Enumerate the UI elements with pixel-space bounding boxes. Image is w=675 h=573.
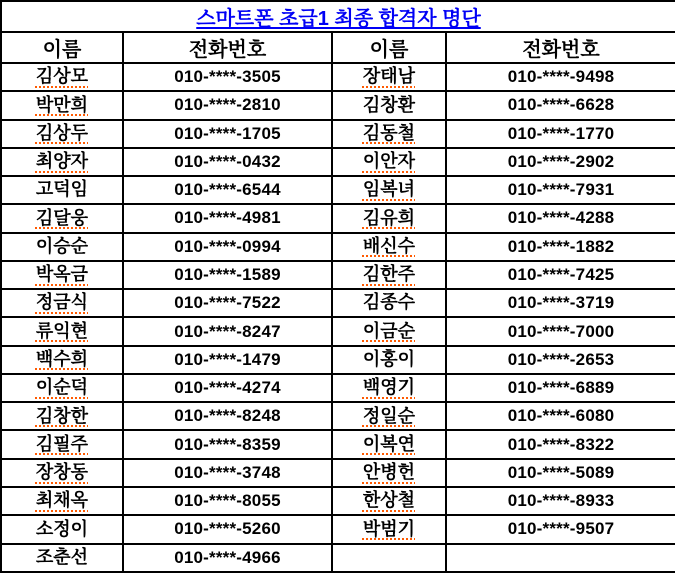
person-name: 한상철 bbox=[362, 490, 416, 511]
phone-cell-right bbox=[446, 374, 675, 402]
column-header-phone-left: 전화번호 bbox=[123, 32, 332, 63]
name-cell-left bbox=[1, 289, 123, 317]
phone-cell-right bbox=[446, 459, 675, 487]
name-cell-right bbox=[332, 120, 446, 148]
phone-cell-left bbox=[123, 91, 332, 119]
name-cell-left bbox=[1, 430, 123, 458]
name-cell-left bbox=[1, 402, 123, 430]
phone-number: 010-****-6544 bbox=[174, 180, 281, 200]
person-name: 장창동 bbox=[35, 462, 89, 483]
phone-number: 010-****-1589 bbox=[174, 264, 281, 284]
table-row bbox=[1, 120, 675, 148]
phone-cell-right bbox=[446, 233, 675, 261]
person-name: 이승순 bbox=[35, 235, 89, 256]
table-row bbox=[1, 91, 675, 119]
phone-number: 010-****-9498 bbox=[507, 67, 615, 87]
name-cell-left bbox=[1, 204, 123, 232]
phone-number: 010-****-7522 bbox=[174, 293, 281, 313]
name-cell-right bbox=[332, 346, 446, 374]
name-cell-right bbox=[332, 430, 446, 458]
table-row bbox=[1, 317, 675, 345]
person-name: 김상두 bbox=[35, 122, 89, 143]
person-name: 배신수 bbox=[362, 235, 416, 256]
person-name: 김종수 bbox=[362, 292, 416, 313]
person-name: 김필주 bbox=[35, 433, 89, 454]
phone-number: 010-****-6080 bbox=[507, 406, 615, 426]
name-cell-right bbox=[332, 148, 446, 176]
phone-cell-left bbox=[123, 63, 332, 91]
person-name: 이금순 bbox=[362, 320, 416, 341]
table-row bbox=[1, 459, 675, 487]
phone-number: 010-****-8933 bbox=[507, 491, 615, 511]
phone-number: 010-****-2902 bbox=[507, 151, 615, 171]
phone-cell-right bbox=[446, 487, 675, 515]
phone-cell-left bbox=[123, 515, 332, 543]
phone-number: 010-****-2653 bbox=[507, 349, 615, 369]
person-name: 장태남 bbox=[362, 66, 416, 87]
phone-number: 010-****-8248 bbox=[174, 406, 281, 426]
name-cell-left bbox=[1, 544, 123, 572]
person-name: 김창환 bbox=[362, 94, 416, 115]
person-name: 고덕임 bbox=[35, 179, 89, 200]
phone-cell-left bbox=[123, 430, 332, 458]
phone-number: 010-****-4966 bbox=[174, 547, 281, 567]
phone-number: 010-****-0432 bbox=[174, 151, 281, 171]
phone-cell-right bbox=[446, 544, 675, 572]
phone-cell-right bbox=[446, 63, 675, 91]
name-cell-left bbox=[1, 120, 123, 148]
phone-number: 010-****-4274 bbox=[174, 378, 281, 398]
person-name: 임복녀 bbox=[362, 179, 416, 200]
phone-cell-left bbox=[123, 487, 332, 515]
person-name: 박옥금 bbox=[35, 264, 89, 285]
phone-number: 010-****-1479 bbox=[174, 349, 281, 369]
name-cell-right bbox=[332, 515, 446, 543]
phone-number: 010-****-3719 bbox=[507, 293, 615, 313]
person-name: 정금식 bbox=[35, 292, 89, 313]
person-name: 조춘선 bbox=[35, 546, 89, 567]
name-cell-left bbox=[1, 346, 123, 374]
person-name: 이복연 bbox=[362, 433, 416, 454]
phone-cell-left bbox=[123, 233, 332, 261]
phone-number: 010-****-8247 bbox=[174, 321, 281, 341]
person-name: 최양자 bbox=[35, 151, 89, 172]
name-cell-left bbox=[1, 261, 123, 289]
name-cell-right bbox=[332, 261, 446, 289]
table-row bbox=[1, 261, 675, 289]
phone-number: 010-****-1882 bbox=[507, 236, 615, 256]
name-cell-left bbox=[1, 176, 123, 204]
phone-number: 010-****-7425 bbox=[507, 264, 615, 284]
person-name: 박만희 bbox=[35, 94, 89, 115]
table-row bbox=[1, 176, 675, 204]
person-name: 정일순 bbox=[362, 405, 416, 426]
name-cell-left bbox=[1, 233, 123, 261]
person-name: 김달웅 bbox=[35, 207, 89, 228]
name-cell-left bbox=[1, 91, 123, 119]
name-cell-right bbox=[332, 91, 446, 119]
column-header-name-right: 이름 bbox=[332, 32, 446, 63]
phone-cell-right bbox=[446, 317, 675, 345]
name-cell-left bbox=[1, 63, 123, 91]
table-row bbox=[1, 402, 675, 430]
name-cell-right bbox=[332, 176, 446, 204]
person-name: 최채옥 bbox=[35, 490, 89, 511]
phone-cell-left bbox=[123, 374, 332, 402]
person-name: 백수희 bbox=[35, 348, 89, 369]
person-name: 김창한 bbox=[35, 405, 89, 426]
phone-number: 010-****-4288 bbox=[507, 208, 615, 228]
name-cell-right bbox=[332, 204, 446, 232]
phone-cell-left bbox=[123, 176, 332, 204]
phone-number: 010-****-2810 bbox=[174, 95, 281, 115]
name-cell-right bbox=[332, 402, 446, 430]
phone-cell-left bbox=[123, 402, 332, 430]
name-cell-right bbox=[332, 317, 446, 345]
table-row bbox=[1, 487, 675, 515]
person-name: 안병헌 bbox=[362, 462, 416, 483]
name-cell-right bbox=[332, 487, 446, 515]
phone-number: 010-****-6889 bbox=[507, 378, 615, 398]
table-row bbox=[1, 289, 675, 317]
phone-cell-right bbox=[446, 346, 675, 374]
person-name: 이순덕 bbox=[35, 377, 89, 398]
phone-number: 010-****-1705 bbox=[174, 123, 281, 143]
phone-cell-left bbox=[123, 459, 332, 487]
name-cell-right bbox=[332, 233, 446, 261]
phone-cell-right bbox=[446, 148, 675, 176]
table-row bbox=[1, 515, 675, 543]
table-row bbox=[1, 374, 675, 402]
name-cell-right bbox=[332, 374, 446, 402]
phone-number: 010-****-3748 bbox=[174, 462, 281, 482]
person-name: 이홍이 bbox=[362, 348, 416, 369]
table-row bbox=[1, 233, 675, 261]
name-cell-right bbox=[332, 544, 446, 572]
phone-number: 010-****-6628 bbox=[507, 95, 615, 115]
phone-cell-right bbox=[446, 402, 675, 430]
table-row bbox=[1, 148, 675, 176]
phone-number: 010-****-8322 bbox=[507, 434, 615, 454]
phone-cell-left bbox=[123, 289, 332, 317]
table-title: 스마트폰 초급1 최종 합격자 명단 bbox=[1, 1, 675, 32]
name-cell-left bbox=[1, 317, 123, 345]
phone-cell-right bbox=[446, 515, 675, 543]
phone-number: 010-****-3505 bbox=[174, 67, 281, 87]
person-name: 김한주 bbox=[362, 264, 416, 285]
table-title-row bbox=[1, 1, 675, 32]
person-name: 김상모 bbox=[35, 66, 89, 87]
phone-number: 010-****-7000 bbox=[507, 321, 615, 341]
table-row bbox=[1, 430, 675, 458]
phone-number: 010-****-1770 bbox=[507, 123, 615, 143]
phone-cell-right bbox=[446, 120, 675, 148]
name-cell-right bbox=[332, 289, 446, 317]
phone-number: 010-****-7931 bbox=[507, 180, 615, 200]
phone-number: 010-****-9507 bbox=[507, 519, 615, 539]
column-header-phone-right: 전화번호 bbox=[446, 32, 675, 63]
phone-cell-right bbox=[446, 176, 675, 204]
table-row bbox=[1, 544, 675, 572]
name-cell-left bbox=[1, 148, 123, 176]
phone-number: 010-****-8359 bbox=[174, 434, 281, 454]
phone-number: 010-****-4981 bbox=[174, 208, 281, 228]
phone-cell-right bbox=[446, 204, 675, 232]
name-cell-right bbox=[332, 63, 446, 91]
phone-cell-right bbox=[446, 91, 675, 119]
phone-cell-right bbox=[446, 289, 675, 317]
phone-cell-left bbox=[123, 148, 332, 176]
name-cell-right bbox=[332, 459, 446, 487]
person-name: 김동철 bbox=[362, 122, 416, 143]
table-row bbox=[1, 204, 675, 232]
name-cell-left bbox=[1, 515, 123, 543]
person-name: 소정이 bbox=[35, 518, 89, 539]
table-row bbox=[1, 63, 675, 91]
name-cell-left bbox=[1, 459, 123, 487]
phone-cell-left bbox=[123, 346, 332, 374]
person-name: 이안자 bbox=[362, 151, 416, 172]
phone-cell-left bbox=[123, 317, 332, 345]
phone-cell-left bbox=[123, 120, 332, 148]
phone-number: 010-****-0994 bbox=[174, 236, 281, 256]
phone-cell-left bbox=[123, 261, 332, 289]
person-name: 류익현 bbox=[35, 320, 89, 341]
column-header-name-left: 이름 bbox=[1, 32, 123, 63]
person-name: 김유희 bbox=[362, 207, 416, 228]
person-name: 박범기 bbox=[362, 518, 416, 539]
phone-cell-left bbox=[123, 544, 332, 572]
phone-cell-right bbox=[446, 430, 675, 458]
table-row bbox=[1, 346, 675, 374]
name-cell-left bbox=[1, 487, 123, 515]
phone-number: 010-****-5089 bbox=[507, 462, 615, 482]
phone-number: 010-****-8055 bbox=[174, 491, 281, 511]
phone-number: 010-****-5260 bbox=[174, 519, 281, 539]
phone-cell-right bbox=[446, 261, 675, 289]
table-header-row bbox=[1, 32, 675, 63]
phone-cell-left bbox=[123, 204, 332, 232]
name-cell-left bbox=[1, 374, 123, 402]
person-name: 백영기 bbox=[362, 377, 416, 398]
